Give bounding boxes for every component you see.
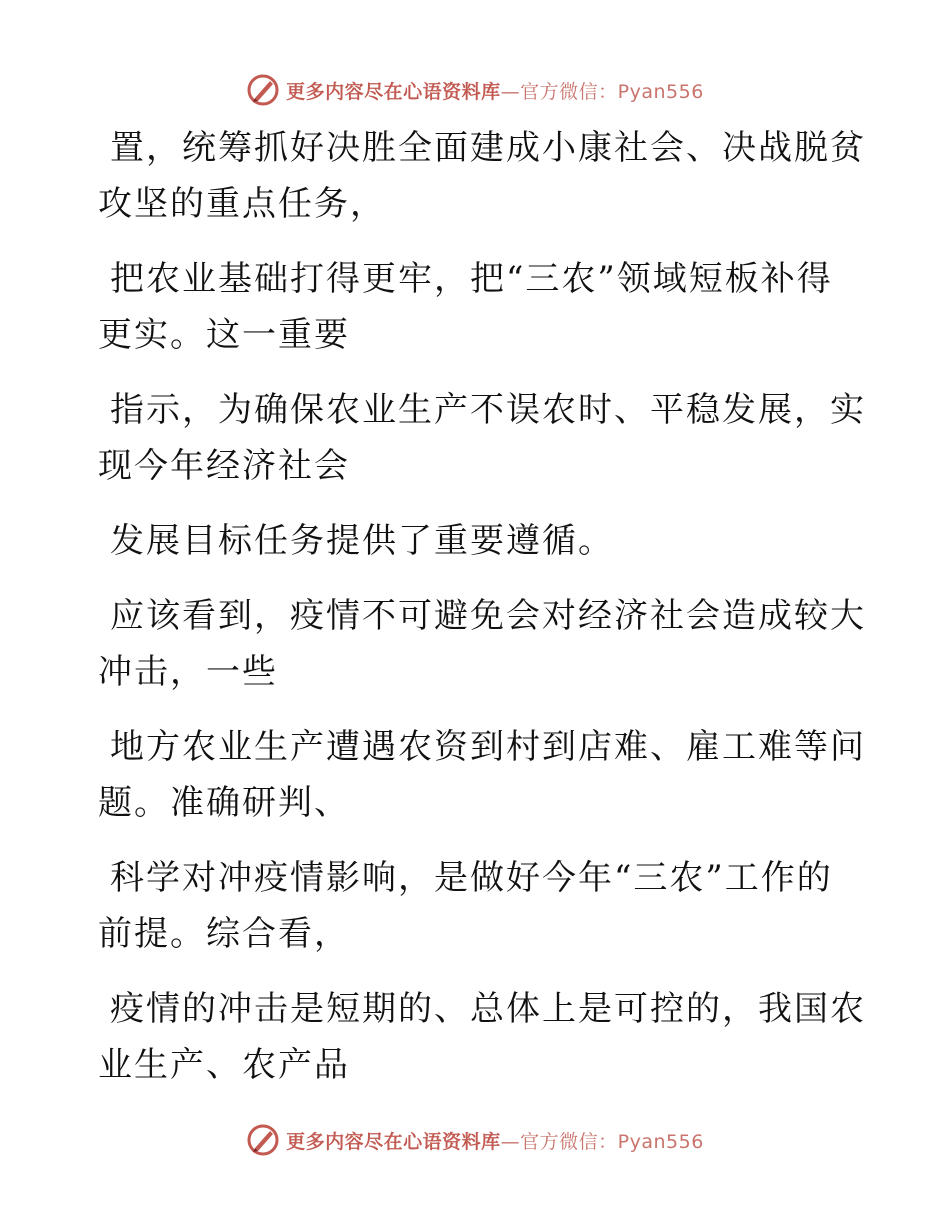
pen-logo-icon <box>246 73 280 107</box>
paragraph: 置，统筹抓好决胜全面建成小康社会、决战脱贫 攻坚的重点任务， <box>98 128 866 224</box>
watermark-text: 更多内容尽在心语资料库—官方微信：Pyan556 <box>286 80 704 103</box>
paragraph: 应该看到，疫情不可避免会对经济社会造成较大 冲击，一些 <box>98 596 866 692</box>
paragraph: 把农业基础打得更牢，把“三农”领域短板补得 更实。这一重要 <box>98 259 833 355</box>
paragraph: 指示，为确保农业生产不误农时、平稳发展，实 现今年经济社会 <box>98 390 866 486</box>
header-watermark-banner <box>0 70 950 110</box>
watermark-text: 更多内容尽在心语资料库—官方微信：Pyan556 <box>286 1130 704 1153</box>
paragraph: 发展目标任务提供了重要遵循。 <box>110 521 614 561</box>
paragraph: 地方农业生产遭遇农资到村到店难、雇工难等问 题。准确研判、 <box>98 727 866 823</box>
document-body <box>98 120 866 1112</box>
footer-watermark-banner <box>0 1120 950 1160</box>
paragraph: 科学对冲疫情影响，是做好今年“三农”工作的 前提。综合看， <box>98 858 833 954</box>
pen-logo-icon <box>246 1123 280 1157</box>
paragraph: 疫情的冲击是短期的、总体上是可控的，我国农 业生产、农产品 <box>98 989 866 1085</box>
